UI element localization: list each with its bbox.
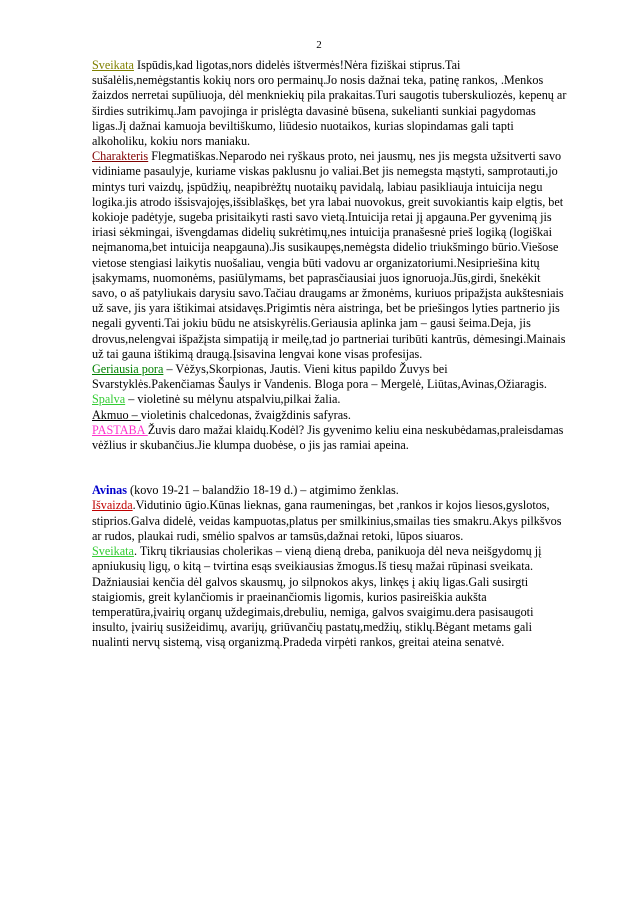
document-body	[92, 58, 568, 651]
heading-akmuo: Akmuo –	[92, 407, 141, 422]
heading-isvaizda: Išvaizda	[92, 498, 133, 513]
paragraph-pora	[92, 362, 568, 392]
heading-sveikata: Sveikata	[92, 58, 134, 72]
text-avinas-dates: (kovo 19-21 – balandžio 18-19 d.) – atgimimo ženklas.	[127, 483, 399, 498]
heading-pastaba: PASTABA	[92, 422, 148, 437]
heading-charakteris: Charakteris	[92, 149, 149, 164]
paragraph-isvaizda	[92, 498, 568, 544]
paragraph-avinas-sveikata	[92, 544, 568, 650]
text-akmuo: violetinis chalcedonas, žvaigždinis safyras.	[140, 407, 351, 422]
page-number: 2	[316, 39, 322, 51]
heading-spalva: Spalva	[92, 392, 126, 407]
heading-pora: Geriausia pora	[92, 362, 164, 377]
section-spacer	[92, 453, 568, 483]
paragraph-spalva	[92, 392, 568, 407]
text-charakteris: Flegmatiškas.Neparodo nei ryškaus proto, nei jausmų, nes jis megsta užsitverti savo vidiniame pasaulyje, kuriame viskas paklusnu jo valiai.Bet jis nemegsta mąstyti, samprotauti,jo mintys turi vaizdų, įspūdžių, neapibrėžtų nuotaikų pavidalą, labiau pasikliauja intuicija negu logika.jis atrodo išsisvajojęs,išsiblaškęs, bet yra labai nuovokus, greit suvokiantis kaip elgtis, bet kokioje padėtyje, sugeba prisitaikyti rasti savo vietą.Intuicija retai jį apgauna.Per gyvenimą jis iriasi sėkmingai, išvengdamas didelių sukrėtimų,nes intuicija pranašesnė prieš logiką (logiškai neįmanoma,bet intuicija neapgauna).Jis susikaupęs,nemėgsta didelio triukšmingo būrio.Viešose vietose stengiasi laikytis nuošaliau, vengia būti vadovu ar organizatoriumi.Nesipriešina kitų įsakymams, nuomonėms, pasiūlymams, bet paprasčiausiai juos ignoruoja.Jūs,girdi, šnekėkit savo, o aš patyliukais darysiu savo.Tačiau draugams ar žmonėms, kuriuos pripažįsta aukštesniais už save, jis yara ištikimai atsidavęs.Prigimtis nėra aistringa, bet be priešingos lyties partnerio jis negali gyventi.Tai jokiu būdu ne atsiskyrėlis.Geriausia aplinka jam – gausi šeima.Deja, jis drovus,nelengvai išpažįsta simpatiją ir meilę,tad jo partneriai turibūti kantrūs, dėmesingi.Mainais už tai gauna ištikimą draugą.Įsisavina lengvai kone visas profesijas.	[92, 149, 566, 361]
paragraph-pastaba	[92, 423, 568, 453]
paragraph-charakteris	[92, 149, 568, 362]
text-isvaizda: .Vidutinio ūgio.Kūnas lieknas, gana raumeningas, bet ,rankos ir kojos liesos,gyslotos, stiprios.Galva didelė, veidas kampuotas,platus per smilkinius,smailas ties smakru.Akys pilkšvos ar rudos, plaukai rudi, smėlio spalvos ar tamsūs,dažnai retoki, lūpos siuaros.	[92, 498, 562, 543]
text-pastaba: Žuvis daro mažai klaidų.Kodėl? Jis gyvenimo keliu eina neskubėdamas,praleisdamas vėžlius ir skubančius.Jie klumpa duobėse, o jis jas ramiai apeina.	[92, 422, 564, 453]
text-sveikata: Ispūdis,kad ligotas,nors didelės ištvermės!Nėra fiziškai stiprus.Tai sušalėlis,nemėgstantis kokių nors oro permainų.Jo nosis dažnai teka, patinę rankos, .Menkos žaizdos nerretai supūliuoja, dėl menkniekių pila prakaitas.Turi saugotis tuberskuliozės, kepenų ar širdies sutrikimų.Jam pavojinga ir prislėgta davasinė būsena, sukelianti sunkiai pagydomas ligas.Jį dažnai kamuoja beviltiškumo, liūdesio nuotaikos, kurias slopindamas gali tapti alkoholiku, kokiu nors maniaku.	[92, 58, 567, 149]
paragraph-avinas-title	[92, 483, 568, 498]
text-pora: – Vėžys,Skorpionas, Jautis. Vieni kitus papildo Žuvys bei Svarstyklės.Pakenčiamas Šaulys ir Vandenis. Bloga pora – Mergelė, Liūtas,Avinas,Ožiaragis.	[92, 362, 547, 392]
paragraph-akmuo	[92, 408, 568, 423]
paragraph-sveikata	[92, 58, 568, 149]
heading-avinas-sveikata: Sveikata	[92, 544, 134, 559]
text-spalva: – violetinė su mėlynu atspalviu,pilkai žalia.	[125, 392, 341, 407]
heading-avinas: Avinas	[92, 483, 127, 498]
text-avinas-sveikata: . Tikrų tikriausias cholerikas – vieną dieną dreba, panikuoja dėl neva neišgydomų jį apniukusių ligų, o kitą – tvirtina esąs sveikiausias žmogus.Iš tiesų mažai rūpinasi sveikata. Dažniausiai kenčia dėl galvos skausmų, jo silpnokos akys, linkęs į akių ligas.Gali susirgti staigiomis, greit kylančiomis ir praeinančiomis ligomis, kurios pasireiškia aukšta temperatūra,įvairių organų uždegimais,drebuliu, nemiga, galvos svaigimu.dera pasisaugoti insulto, įvairių susižeidimų, avarijų, griūvančių pastatų,medžių, stiklų.Bėgant metams gali nualinti nervų sistemą, visą organizmą.Pradeda virpėti rankos, greitai ateina senatvė.	[92, 544, 542, 650]
